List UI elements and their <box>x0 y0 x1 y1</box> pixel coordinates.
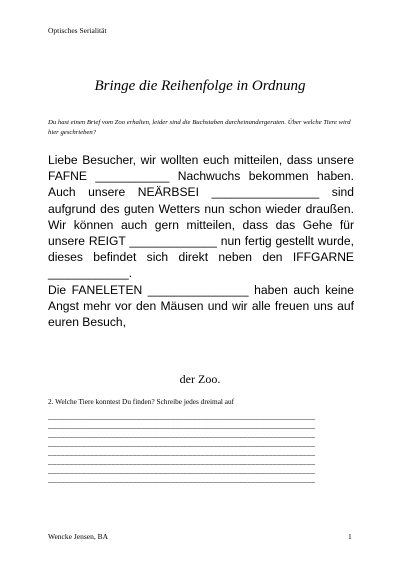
task-instructions: Du hast einen Brief vom Zoo erhalten, leider sind die Buchstaben durcheinandergeraten. Über welche Tiere wird hier geschrieben? <box>48 119 351 136</box>
worksheet-title: Bringe die Reihenfolge in Ordnung <box>94 78 306 94</box>
zoo-letter <box>48 152 354 330</box>
letter-paragraph-1: Liebe Besucher, wir wollten euch mitteilen, dass unsere FAFNE ___________ Nachwuchs bekommen haben. Auch unsere NEÄRBSEI ________________ sind aufgrund des guten Wetters nun schon wieder draußen. Wir können auch gern mitteilen, dass das Gehe für unsere REIGT _____________ nun fertig gestellt wurde, dieses befindet sich direkt neben den IFFGARNE ____________. <box>48 153 354 281</box>
answer-line: _______________________________________________________________ <box>48 422 316 429</box>
answer-line: _______________________________________________________________ <box>48 476 316 483</box>
letter-signature: der Zoo. <box>179 372 221 386</box>
letter-paragraph-2: Die FANELETEN _______________ haben auch keine Angst mehr vor den Mäusen und wir alle freuen uns auf euren Besuch, <box>48 282 354 330</box>
page-number: 1 <box>348 532 352 541</box>
answer-line: _______________________________________________________________ <box>48 413 316 420</box>
page-header: Optisches Serialität <box>48 26 107 35</box>
answer-line: _______________________________________________________________ <box>48 440 316 447</box>
answer-line: _______________________________________________________________ <box>48 467 316 474</box>
answer-line: _______________________________________________________________ <box>48 449 316 456</box>
footer-author: Wencke Jensen, BA <box>48 532 109 541</box>
question-2: 2. Welche Tiere konntest Du finden? Schreibe jedes dreimal auf <box>48 397 235 406</box>
answer-line: _______________________________________________________________ <box>48 458 316 465</box>
answer-line: _______________________________________________________________ <box>48 431 316 438</box>
answer-lines <box>48 412 348 484</box>
